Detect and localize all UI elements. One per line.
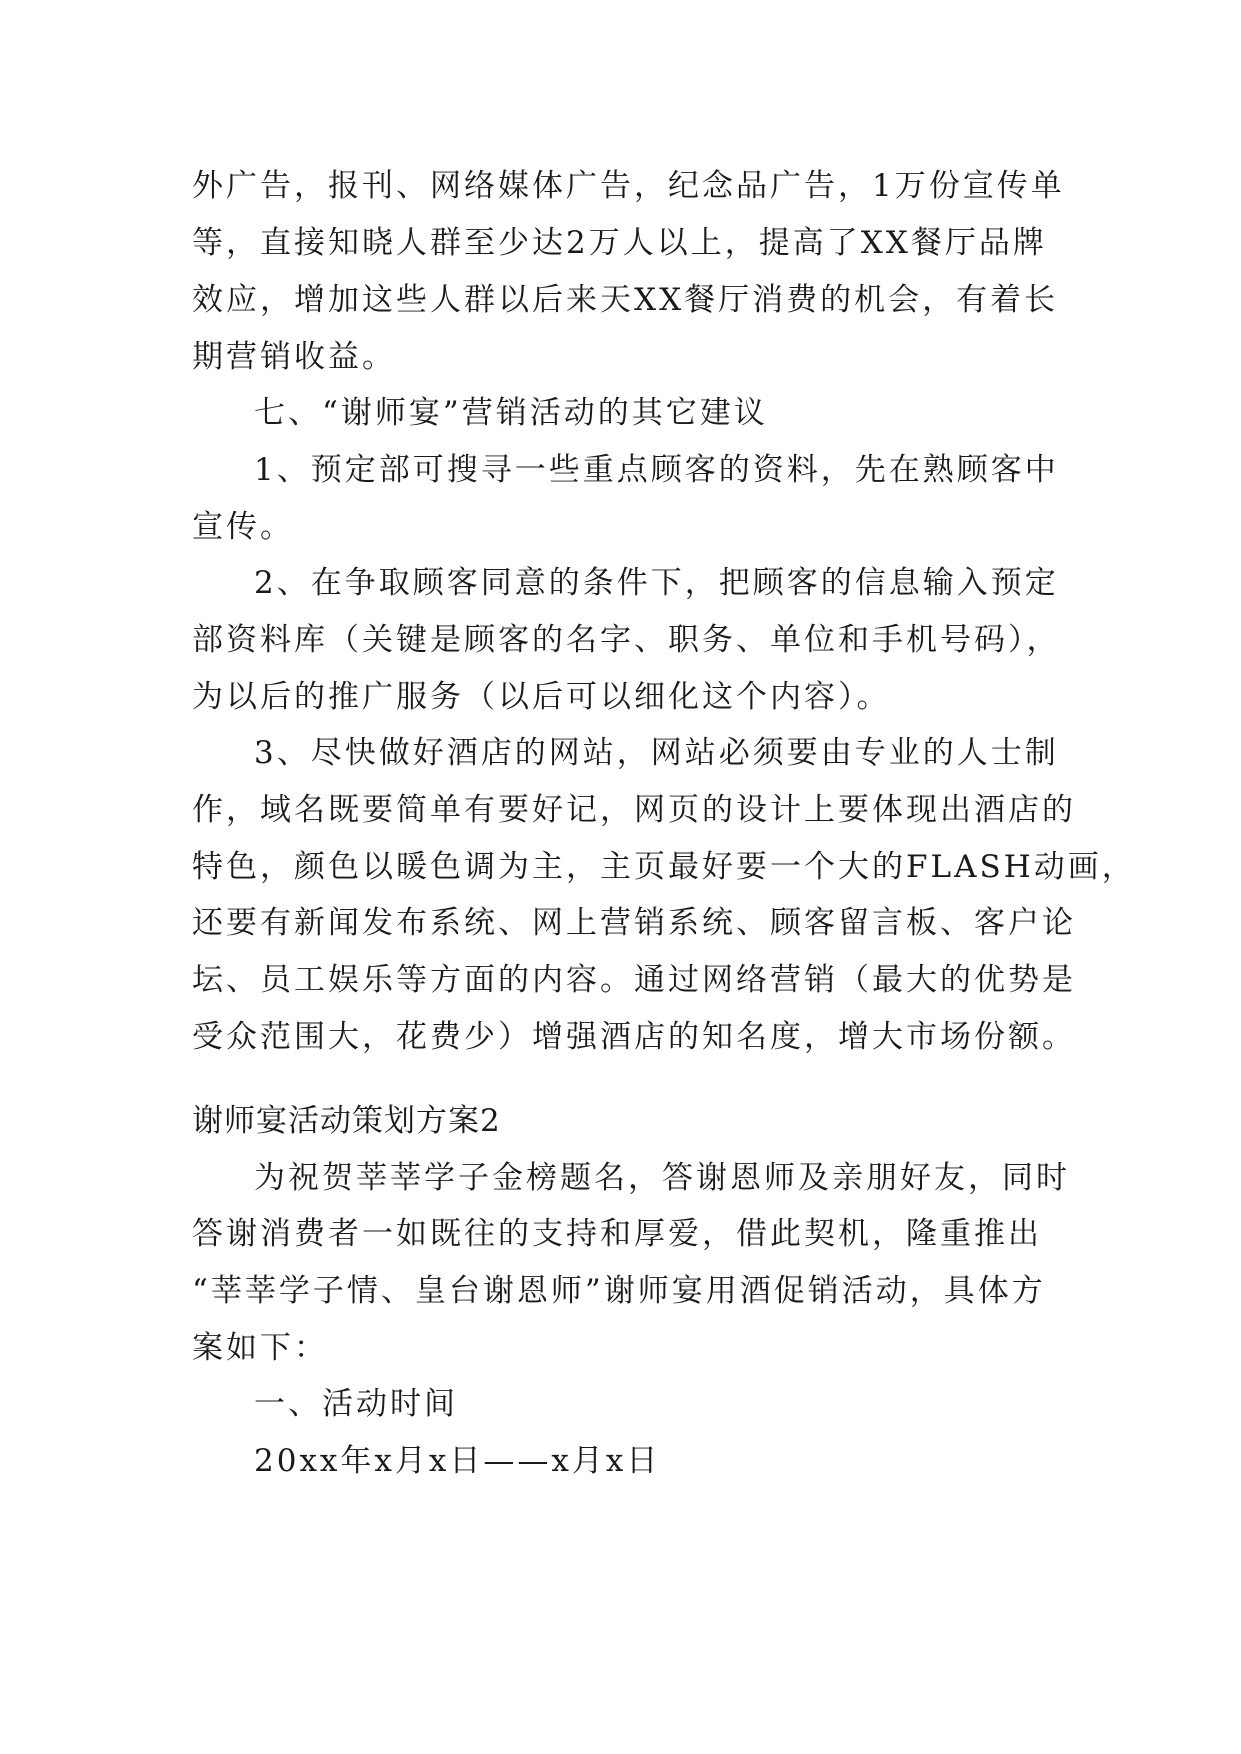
paragraph-line: 3、尽快做好酒店的网站，网站必须要由专业的人士制 <box>254 735 1059 771</box>
paragraph-line: “莘莘学子情、皇台谢恩师”谢师宴用酒促销活动，具体方 <box>192 1273 1046 1309</box>
paragraph-line: 等，直接知晓人群至少达2万人以上，提高了XX餐厅品牌 <box>192 225 1047 261</box>
section-heading: 七、“谢师宴”营销活动的其它建议 <box>254 395 768 431</box>
paragraph-line: 效应，增加这些人群以后来天XX餐厅消费的机会，有着长 <box>192 282 1059 318</box>
paragraph-line: 宣传。 <box>192 509 294 545</box>
paragraph-line: 期营销收益。 <box>192 339 396 375</box>
paragraph-line: 特色，颜色以暖色调为主，主页最好要一个大的FLASH动画， <box>192 849 1136 885</box>
document-title: 谢师宴活动策划方案2 <box>192 1103 501 1139</box>
paragraph-line: 作，域名既要简单有要好记，网页的设计上要体现出酒店的 <box>192 792 1076 828</box>
paragraph-line: 2、在争取顾客同意的条件下，把顾客的信息输入预定 <box>254 565 1059 601</box>
paragraph-line: 外广告，报刊、网络媒体广告，纪念品广告，1万份宣传单 <box>192 168 1065 204</box>
paragraph-line: 坛、员工娱乐等方面的内容。通过网络营销（最大的优势是 <box>192 962 1076 998</box>
section-heading: 一、活动时间 <box>254 1386 458 1422</box>
paragraph-line: 部资料库（关键是顾客的名字、职务、单位和手机号码）， <box>192 622 1061 658</box>
paragraph-line: 答谢消费者一如既往的支持和厚爱，借此契机，隆重推出 <box>192 1216 1042 1252</box>
paragraph-line: 还要有新闻发布系统、网上营销系统、顾客留言板、客户论 <box>192 905 1076 941</box>
paragraph-line: 20xx年x月x日——x月x日 <box>254 1443 661 1479</box>
paragraph-line: 1、预定部可搜寻一些重点顾客的资料，先在熟顾客中 <box>254 452 1059 488</box>
paragraph-line: 受众范围大，花费少）增强酒店的知名度，增大市场份额。 <box>192 1019 1076 1055</box>
paragraph-line: 为祝贺莘莘学子金榜题名，答谢恩师及亲朋好友，同时 <box>254 1160 1070 1196</box>
paragraph-line: 为以后的推广服务（以后可以细化这个内容）。 <box>192 679 891 715</box>
paragraph-line: 案如下： <box>192 1330 328 1366</box>
